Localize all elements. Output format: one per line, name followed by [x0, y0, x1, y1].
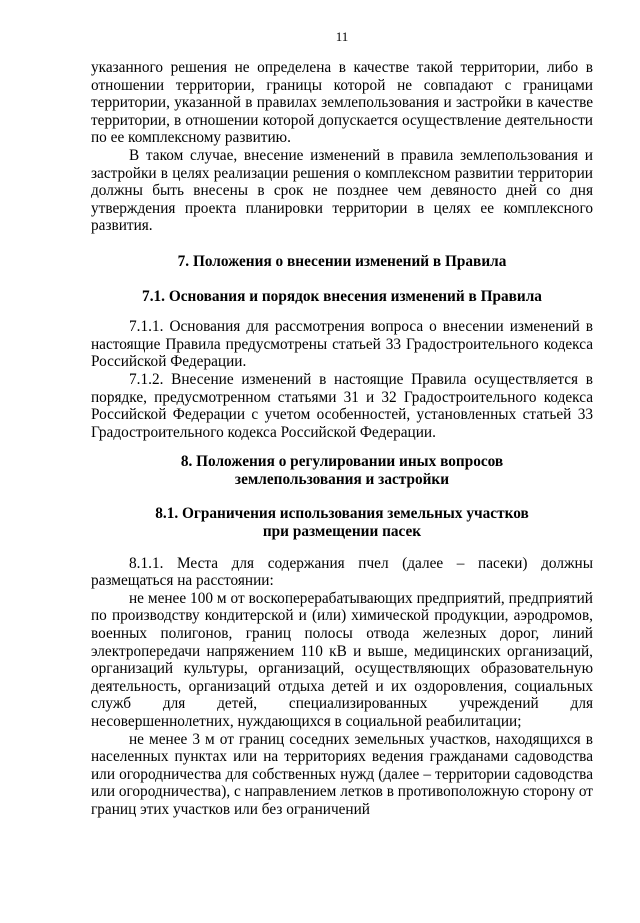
- paragraph-7-1-2: 7.1.2. Внесение изменений в настоящие Правила осуществляется в порядке, предусмотренном статьями 31 и 32 Градостроительного кодекса Российской Федерации с учетом особенностей, установленных статьей 33 Градостроительного кодекса Российской Федерации.: [91, 370, 593, 441]
- paragraph-8-1-1: 8.1.1. Места для содержания пчел (далее – пасеки) должны размещаться на расстоянии:: [91, 554, 593, 590]
- heading-section-8-1: [91, 505, 593, 540]
- heading-section-8: [91, 453, 593, 488]
- heading-section-7-1: 7.1. Основания и порядок внесения изменений в Правила: [142, 287, 542, 305]
- heading-section-8-1-line-2: при размещении пасек: [262, 523, 422, 541]
- heading-section-8-line-1: 8. Положения о регулировании иных вопросов: [180, 453, 504, 471]
- heading-section-8-1-line-1: 8.1. Ограничения использования земельных участков: [155, 505, 529, 523]
- paragraph-7-1-1: 7.1.1. Основания для рассмотрения вопроса о внесении изменений в настоящие Правила предусмотрены статьей 33 Градостроительного кодекса Российской Федерации.: [91, 318, 593, 371]
- page-number: 11: [335, 29, 349, 44]
- heading-section-7: 7. Положения о внесении изменений в Правила: [177, 252, 507, 270]
- heading-section-8-line-2: землепользования и застройки: [234, 470, 450, 488]
- paragraph-in-such-case: В таком случае, внесение изменений в правила землепользования и застройки в целях реализации решения о комплексном развитии территории должны быть внесены в срок не позднее чем девяносто дней со дня утверждения проекта планировки территории в целях ее комплексного развития.: [91, 146, 593, 235]
- paragraph-distance-3m: не менее 3 м от границ соседних земельных участков, находящихся в населенных пунктах или на территориях ведения гражданами садоводства или огородничества для собственных нужд (далее – территории садоводства или огородничества), с направлением летков в противоположную сторону от границ этих участков или без ограничений: [91, 730, 593, 818]
- paragraph-distance-100m: не менее 100 м от воскоперерабатывающих предприятий, предприятий по производству кондитерской и (или) химической продукции, аэродромов, военных полигонов, границ полосы отвода железных дорог, линий электропередачи напряжением 110 кВ и выше, медицинских организаций, организаций культуры, организаций, осуществляющих образовательную деятельность, организаций отдыха детей и их оздоровления, социальных служб для детей, специализированных учреждений для несовершеннолетних, нуждающихся в социальной реабилитации;: [91, 589, 593, 730]
- document-body: [91, 59, 593, 819]
- paragraph-continuation: указанного решения не определена в качестве такой территории, либо в отношении территории, границы которой не совпадают с границами территории, указанной в правилах землепользования и застройки в качестве территории, в отношении которой допускается осуществление деятельности по ее комплексному развитию.: [91, 59, 593, 147]
